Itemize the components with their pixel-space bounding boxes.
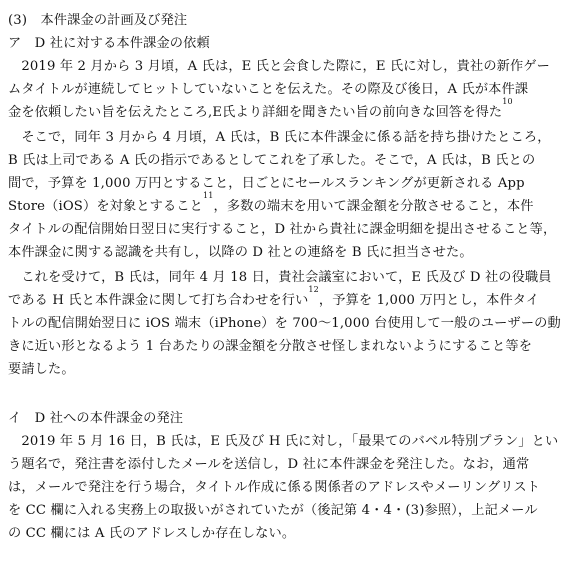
para-b-line: の CC 欄には A 氏のアドレスしか存在しない。 (8, 526, 296, 541)
para-a-line-text: である H 氏と本件課金に関して打ち合わせを行い (8, 293, 309, 308)
para-a-line: ムタイトルが連続してヒットしていないことを伝えた。その際及び後日，A 氏が本件課 (8, 82, 529, 97)
para-a-line: 間で，予算を 1,000 万円とすること，日ごとにセールスランキングが更新される App (8, 176, 525, 191)
para-a-line: B 氏は上司である A 氏の指示であるとしてこれを了承した。そこで，A 氏は，B 氏との (8, 153, 536, 168)
para-a-line: 本件課金に関する認識を共有し，以降の D 社との連絡を B 氏に担当させた。 (8, 245, 473, 260)
para-a-line (8, 191, 579, 216)
para-a-line: タイトルの配信開始日翌日に実行すること，D 社から貴社に課金明細を提出させること等， (8, 222, 557, 237)
para-a-line: トルの配信開始翌日に iOS 端末（iPhone）を 700〜1,000 台使用して一般のユーザーの動 (8, 316, 561, 331)
para-b-line: を CC 欄に入れる実務上の取扱いがされていたが（後記第 4・4・(3)参照），上記メール (8, 503, 538, 518)
para-a-line-text: ，多数の端末を用いて課金額を分散させること，本件 (213, 199, 534, 214)
para-a-line: 2019 年 2 月から 3 月頃，A 氏は，E 氏と会食した際に，E 氏に対し，貴社の新作ゲー (8, 59, 551, 74)
subsection-b-heading: イ D 社への本件課金の発注 (8, 411, 184, 426)
section-heading: (3) 本件課金の計画及び発注 (8, 13, 188, 28)
footnote-ref: 12 (308, 285, 319, 294)
subsection-a-heading: ア D 社に対する本件課金の依頼 (8, 36, 210, 51)
para-a-line (8, 285, 579, 310)
para-b-line: 2019 年 5 月 16 日，B 氏は，E 氏及び H 氏に対し，「最果てのバベル特別プラン」とい (8, 434, 559, 449)
para-a-line: 要請した。 (8, 362, 75, 377)
para-a-line: これを受けて，B 氏は，同年 4 月 18 日，貴社会議室において，E 氏及び D 社の役職員 (8, 270, 552, 285)
para-a-line-text: ，予算を 1,000 万円とし，本件タイ (318, 293, 540, 308)
para-a-line: そこで，同年 3 月から 4 月頃，A 氏は，B 氏に本件課金に係る話を持ち掛けたところ， (8, 130, 551, 145)
para-a-line-text: Store（iOS）を対象とすること (8, 199, 204, 214)
para-b-line: は，メールで発注を行う場合，タイトル作成に係る関係者のアドレスやメーリングリスト (8, 480, 541, 495)
para-a-line: きに近い形となるよう 1 台あたりの課金額を分散させ怪しまれないようにすること等を (8, 339, 533, 354)
footnote-ref: 11 (203, 191, 214, 200)
footnote-ref: 10 (502, 97, 513, 106)
para-b-line: う題名で，発注書を添付したメールを送信し，D 社に本件課金を発注した。なお，通常 (8, 457, 530, 472)
para-a-line-text: 金を依頼したい旨を伝えたところ,E氏より詳細を聞きたい旨の前向きな回答を得た (8, 105, 503, 120)
para-a-line (8, 97, 579, 122)
